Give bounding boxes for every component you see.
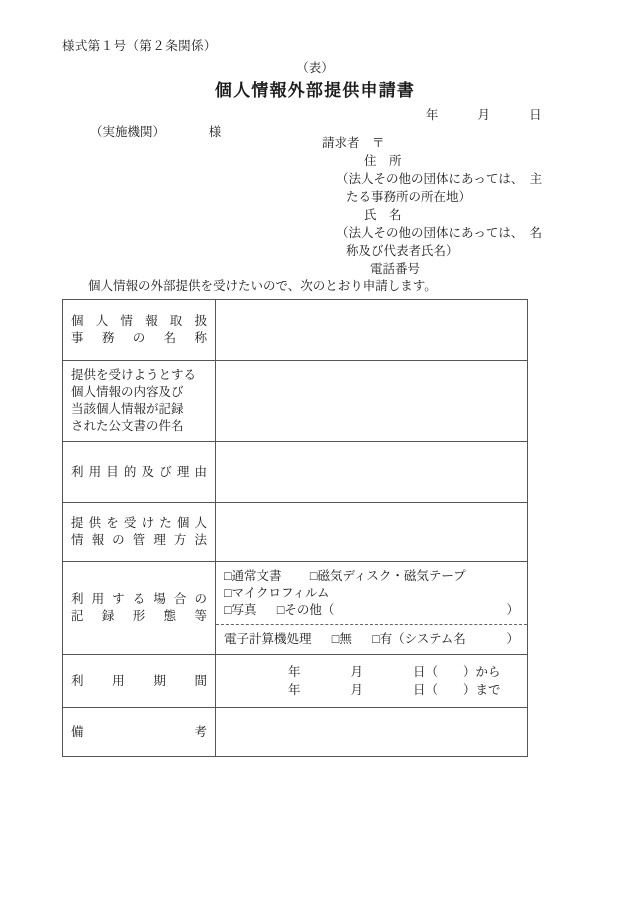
row-value-riyo-kikan [216,655,528,708]
checkbox-other[interactable]: □その他（ [276,603,335,617]
date-line: 年 月 日 [425,108,542,122]
table-row [63,361,528,442]
label-line: 利 用 す る 場 合 の [71,592,207,606]
label-line: 個人情報の内容及び [71,385,184,399]
label-line: 提供を受けようとする [71,368,197,382]
row-label-riyo-mokuteki [63,442,216,503]
format-option-line-2 [224,585,519,602]
row-value-kiroku-keitai [216,562,528,655]
label-line: 利 用 目 的 及 び 理 由 [71,464,207,479]
table-row [63,442,528,503]
row-label-kanri-hoho [63,503,216,562]
table-row [63,562,528,655]
application-table [62,299,528,757]
computer-yes-paren-close: ） [506,632,519,646]
computer-processing-line [224,631,519,648]
computer-processing-options [216,625,527,654]
form-code: 様式第１号（第２条関係） [62,39,217,53]
row-label-joho-naiyo [63,361,216,442]
requester-address-note-1: （法人その他の団体にあっては、 主 [336,172,543,186]
omote-mark: （表） [296,61,334,75]
label-line: 個 人 情 報 取 扱 [71,314,207,328]
requester-fullname-note-2: 称及び代表者氏名） [346,244,459,258]
period-to[interactable]: 年 月 日（ ）まで [288,683,501,697]
row-value-kanri-hoho[interactable] [216,503,528,562]
requester-fullname-label: 氏 名 [364,208,402,222]
page-title: 個人情報外部提供申請書 [214,81,416,100]
format-option-line-1 [224,568,519,585]
label-line: 当該個人情報が記録 [71,402,184,416]
label-line: 利 用 期 間 [71,673,207,688]
row-label-kiroku-keitai [63,562,216,655]
requester-address-label: 住 所 [364,154,402,168]
requester-fullname-note-1: （法人その他の団体にあっては、 名 [336,226,543,240]
addressee-line: （実施機関） 様 [90,125,222,139]
checkbox-magnetic-media[interactable]: □磁気ディスク・磁気テープ [309,569,466,583]
computer-processing-line-left [224,631,466,648]
checkbox-computer-none[interactable]: □無 [331,632,352,646]
label-line: 備 考 [71,724,207,739]
checkbox-normal-document[interactable]: □通常文書 [224,569,282,583]
row-value-joho-naiyo[interactable] [216,361,528,442]
checkbox-microfilm[interactable]: □マイクロフィルム [224,586,330,600]
period-fields [216,657,527,705]
row-label-riyo-kikan [63,655,216,708]
record-format-options [216,562,527,625]
checkbox-computer-yes[interactable]: □有（システム名 [372,632,466,646]
format-option-line-3-left [224,602,334,619]
lead-sentence: 個人情報の外部提供を受けたいので、次のとおり申請します。 [88,279,437,293]
requester-address-note-2: たる事務所の所在地） [346,190,472,204]
row-value-bikou[interactable] [216,708,528,757]
requester-block [322,134,552,278]
table-row [63,300,528,361]
row-value-jimu-meisho[interactable] [216,300,528,361]
row-label-bikou [63,708,216,757]
label-line: 記 録 形 態 等 [71,609,207,623]
requester-name-postal: 請求者 〒 [322,136,385,150]
other-paren-close: ） [506,603,519,617]
requester-phone-label: 電話番号 [370,262,421,276]
label-line: された公文書の件名 [71,419,184,433]
label-line: 事 務 の 名 称 [71,331,207,345]
row-label-jimu-meisho [63,300,216,361]
period-from[interactable]: 年 月 日（ ）から [288,665,501,679]
label-line: 提 供 を 受 け た 個 人 [71,516,207,530]
table-row [63,655,528,708]
format-option-line-3 [224,602,519,619]
table-row [63,503,528,562]
computer-processing-label: 電子計算機処理 [224,632,312,646]
label-line: 情 報 の 管 理 方 法 [71,533,207,547]
row-value-riyo-mokuteki[interactable] [216,442,528,503]
checkbox-photo[interactable]: □写真 [224,603,257,617]
table-row [63,708,528,757]
